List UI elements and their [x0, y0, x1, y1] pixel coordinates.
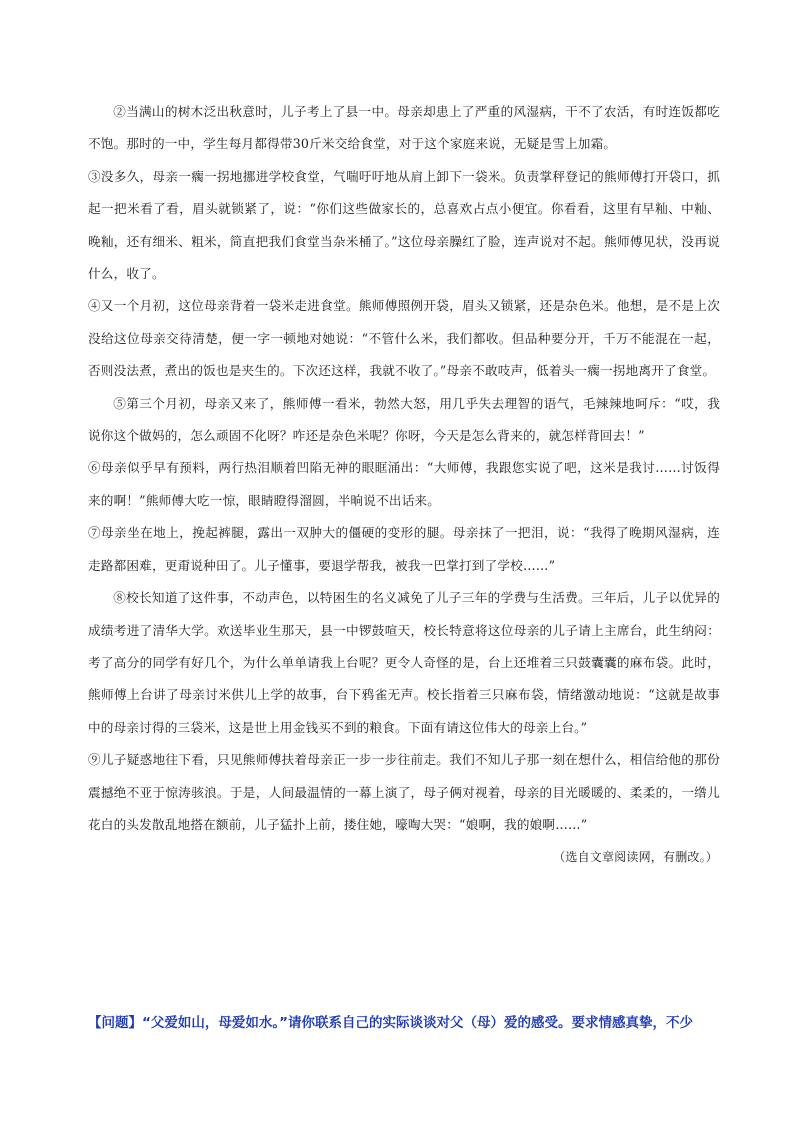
- paragraph-8: ⑧校长知道了这件事，不动声色，以特困生的名义减免了儿子三年的学费与生活费。三年后，儿子以优异的成绩考进了清华大学。欢送毕业生那天，县一中锣鼓喧天，校长特意将这位母亲的儿子请上主席台，此生纳闷：考了高分的同学有好几个，为什么单单请我上台呢？更令人奇怪的是，台上还堆着三只鼓囊囊的麻布袋。此时，熊师傅上台讲了母亲讨米供儿上学的故事，台下鸦雀无声。校长指着三只麻布袋，情绪激动地说：“这就是故事中的母亲讨得的三袋米，这是世上用金钱买不到的粮食。下面有请这位伟大的母亲上台。”: [88, 590, 720, 735]
- article-body: [88, 96, 720, 874]
- paragraph-4: ④又一个月初，这位母亲背着一袋米走进食堂。熊师傅照例开袋，眉头又锁紧，还是杂色米。他想，是不是上次没给这位母亲交待清楚，便一字一顿地对她说：“不管什么米，我们都收。但品种要分开，千万不能混在一起，否则没法煮，煮出的饭也是夹生的。下次还这样，我就不收了。”母亲不敢吱声，低着头一瘸一拐地离开了食堂。: [88, 298, 720, 379]
- paragraph-6: ⑥母亲似乎早有预料，两行热泪顺着凹陷无神的眼眶涌出：“大师傅，我跟您实说了吧，这米是我讨……讨饭得来的啊！”熊师傅大吃一惊，眼睛瞪得溜圆，半晌说不出话来。: [88, 460, 720, 508]
- paragraph-2: ②当满山的树木泛出秋意时，儿子考上了县一中。母亲却患上了严重的风湿病，干不了农活，有时连饭都吃不饱。那时的一中，学生每月都得带30斤米交给食堂，对于这个家庭来说，无疑是雪上加霜。: [88, 104, 720, 152]
- paragraph-5: ⑤第三个月初，母亲又来了，熊师傅一看米，勃然大怒，用几乎失去理智的语气，毛辣辣地呵斥：“哎，我说你这个做妈的，怎么顽固不化呀？咋还是杂色米呢？你呀，今天是怎么背来的，就怎样背回去！”: [88, 395, 720, 444]
- question-prompt: [88, 1012, 728, 1034]
- question-label: 【问题】: [88, 1015, 142, 1031]
- paragraph-3: ③没多久，母亲一瘸一拐地挪进学校食堂，气喘吁吁地从肩上卸下一袋米。负责掌秤登记的熊师傅打开袋口，抓起一把米看了看，眉头就锁紧了，说：“你们这些做家长的，总喜欢占点小便宜。你看看，这里有早籼、中籼、晚籼，还有细米、粗米，简直把我们食堂当杂米桶了。”这位母亲臊红了脸，连声说对不起。熊师傅见状，没再说什么，收了。: [88, 168, 720, 282]
- question-text: “父爱如山，母爱如水。”请你联系自己的实际谈谈对父（母）爱的感受。要求情感真挚，不少: [142, 1015, 693, 1031]
- paragraph-7: ⑦母亲坐在地上，挽起裤腿，露出一双肿大的僵硬的变形的腿。母亲抹了一把泪，说：“我得了晚期风湿病，连走路都困难，更甭说种田了。儿子懂事，要退学帮我，被我一巴掌打到了学校……”: [88, 525, 720, 573]
- article-source: （选自文章阅读网，有删改。）: [553, 850, 718, 865]
- paragraph-9: ⑨儿子疑惑地往下看，只见熊师傅扶着母亲正一步一步往前走。我们不知儿子那一刻在想什么，相信给他的那份震撼绝不亚于惊涛骇浪。于是，人间最温情的一幕上演了，母子俩对视着，母亲的目光暖暖的、柔柔的，一绺儿花白的头发散乱地搭在额前，儿子猛扑上前，搂住她，嚎啕大哭：“娘啊，我的娘啊……”: [88, 752, 720, 832]
